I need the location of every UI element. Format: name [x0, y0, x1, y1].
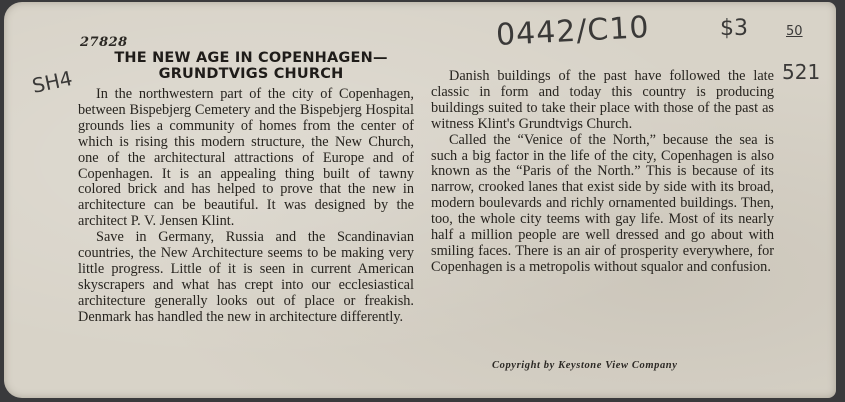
right-paragraph-1: Danish buildings of the past have followed the late classic in form and today this country is producing buildings suited to take their place with those of the past as witness Klint's Grundtvigs Church.: [431, 68, 774, 132]
title-line-2: GRUNDTVIGS CHURCH: [158, 66, 344, 82]
right-column: [431, 69, 774, 276]
handwritten-price: $3: [720, 16, 748, 41]
left-paragraph-1: In the northwestern part of the city of Copenhagen, between Bispebjerg Cemetery and the Bispebjerg Hospital grounds lies a community of homes from the center of which is rising this modern structure, the New Church, one of the architectural attractions of Europe and of Copenhagen. It is an appealing thing built of tawny colored brick and has helped to prove that the new in architecture can be beautiful. It was designed by the architect P. V. Jensen Klint.: [78, 86, 414, 230]
catalog-number: 27828: [80, 35, 128, 50]
left-paragraph-2: Save in Germany, Russia and the Scandinavian countries, the New Architecture seems to be making very little progress. Little of it is seen in current American skyscrapers and what has crept into our ecclesiastical architecture generally looks out of place or freakish. Denmark has handled the new in architecture differently.: [78, 229, 414, 325]
copyright-line: Copyright by Keystone View Company: [492, 360, 678, 371]
left-column: [78, 87, 414, 326]
card-title: [82, 50, 420, 82]
title-line-1: THE NEW AGE IN COPENHAGEN—: [114, 50, 388, 66]
handwritten-code: 0442/C10: [495, 10, 651, 53]
right-paragraph-2: Called the “Venice of the North,” because the sea is such a big factor in the life of the city, Copenhagen is also known as the “Paris of the North.” This is because of its narrow, crooked lanes that exist side by side with its broad, modern boulevards and richly ornamented buildings. Then, too, the whole city teems with gay life. Most of its nearly half a million people are well dressed and go about with smiling faces. There is an air of prosperity everywhere, for Copenhagen is a metropolis without squalor and confusion.: [431, 131, 774, 275]
handwritten-left-mark: SH4: [29, 66, 75, 98]
stereoview-card-back: [4, 2, 836, 398]
handwritten-number: 521: [782, 60, 821, 84]
handwritten-cents: 50: [786, 24, 803, 39]
